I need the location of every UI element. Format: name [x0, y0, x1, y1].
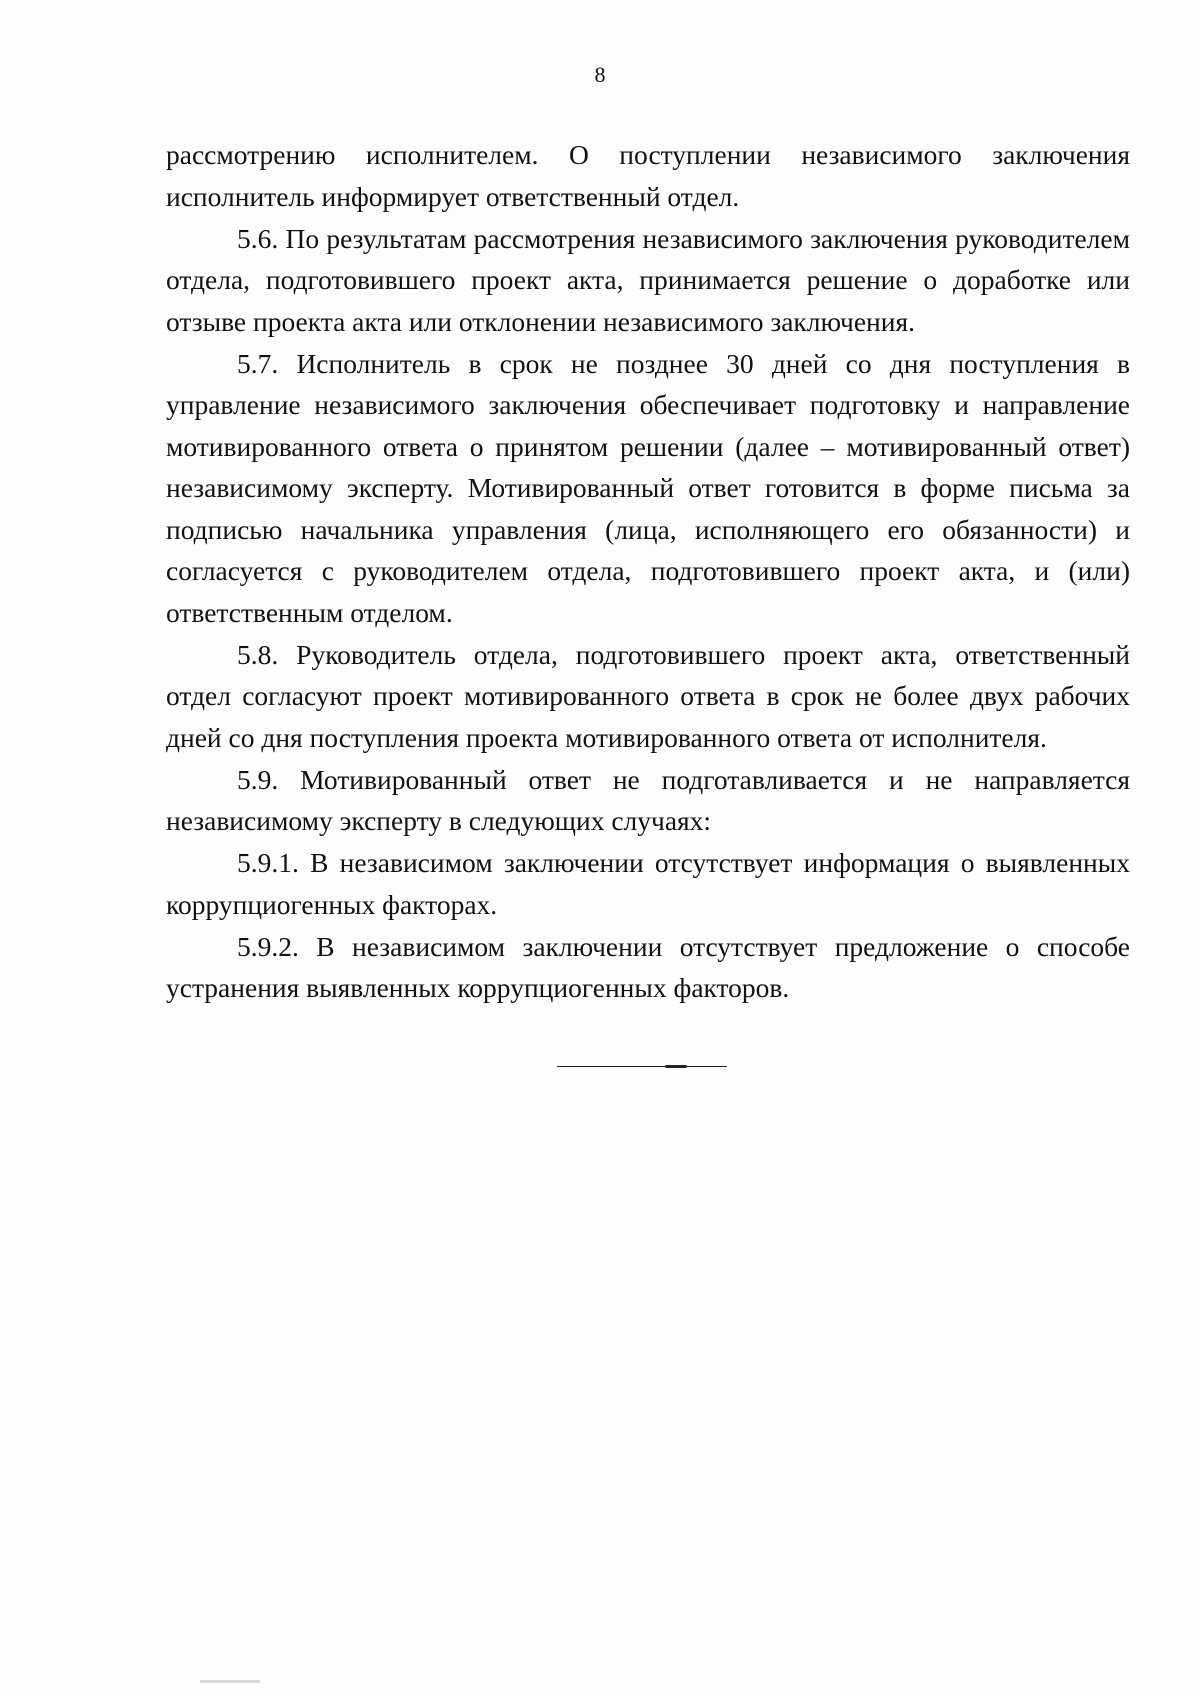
paragraph-5-9-1: 5.9.1. В независимом заключении отсутствует информация о выявленных коррупциогенных факторах.	[166, 847, 1130, 920]
paragraph-5-9: 5.9. Мотивированный ответ не подготавливается и не направляется независимому эксперту в следующих случаях:	[166, 763, 1130, 836]
end-of-document-rule	[557, 1066, 727, 1067]
paragraph-5-7: 5.7. Исполнитель в срок не позднее 30 дней со дня поступления в управление независимого заключения обеспечивает подготовку и направление мотивированного ответа о принятом решении (далее – мотивированный ответ) независимому эксперту. Мотивированный ответ готовится в форме письма за подписью начальника управления (лица, исполняющего его обязанности) и согласуется с руководителем отдела, подготовившего проект акта, и (или) ответственным отделом.	[166, 347, 1130, 628]
scan-artifact	[200, 1680, 260, 1683]
paragraph-5-9-2: 5.9.2. В независимом заключении отсутствует предложение о способе устранения выявленных коррупциогенных факторов.	[166, 930, 1130, 1003]
page-number: 8	[594, 62, 606, 87]
paragraph-5-6: 5.6. По результатам рассмотрения независимого заключения руководителем отдела, подготовившего проект акта, принимается решение о доработке или отзыве проекта акта или отклонении независимого заключения.	[166, 222, 1130, 337]
paragraph-continuation: рассмотрению исполнителем. О поступлении независимого заключения исполнитель информирует ответственный отдел.	[166, 139, 1130, 212]
document-body	[166, 134, 1130, 1009]
paragraph-5-8: 5.8. Руководитель отдела, подготовившего проект акта, ответственный отдел согласуют проект мотивированного ответа в срок не более двух рабочих дней со дня поступления проекта мотивированного ответа от исполнителя.	[166, 638, 1130, 753]
